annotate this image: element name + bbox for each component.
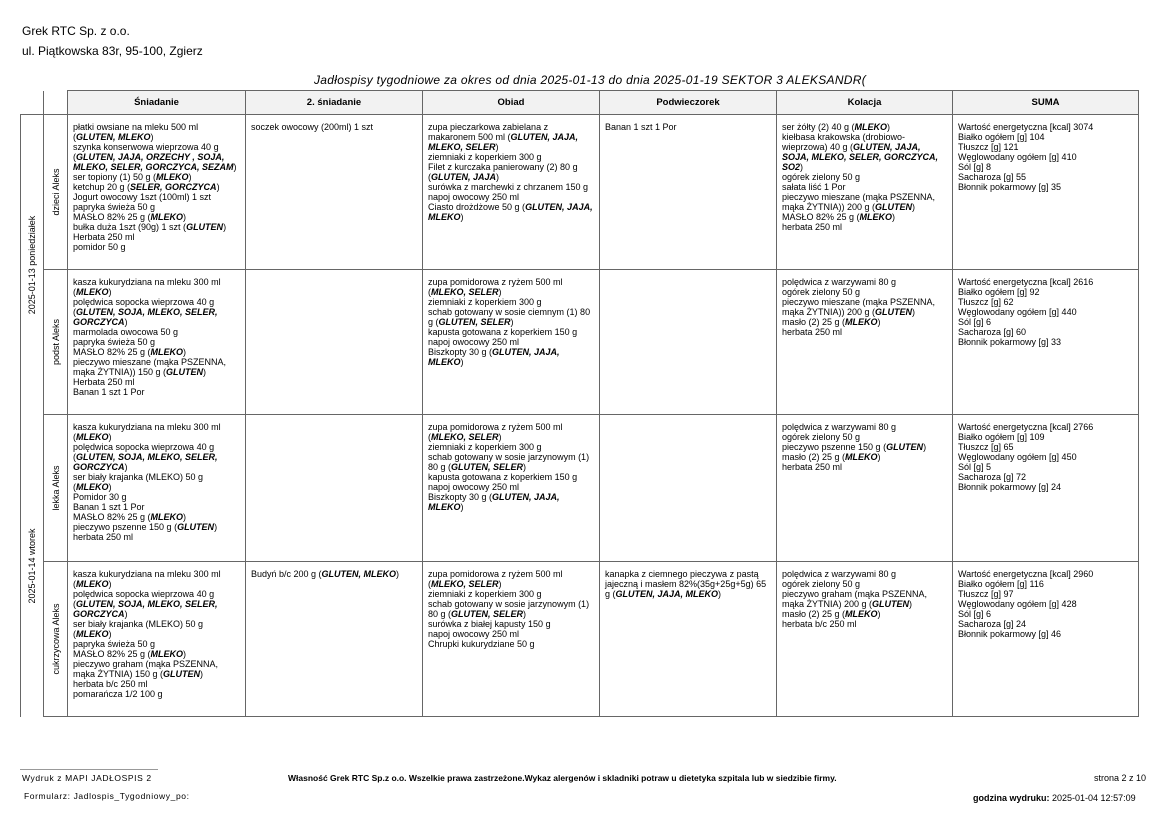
- nutrition-line: Białko ogółem [g] 92: [958, 287, 1040, 297]
- allergen-list: GLUTEN, SOJA, MLEKO, SELER, GORCZYCA: [73, 599, 218, 619]
- nutrition-line: Węglowodany ogółem [g] 410: [958, 152, 1077, 162]
- cell-kolacja: [777, 115, 953, 270]
- table-row: [21, 562, 1139, 717]
- cell-sniadanie: [68, 270, 246, 415]
- nutrition-line: Tłuszcz [g] 121: [958, 142, 1019, 152]
- menu-item: MASŁO 82% 25 g (MLEKO): [73, 347, 187, 357]
- allergen-list: MLEKO: [156, 172, 189, 182]
- allergen-list: GLUTEN, JAJA, ORZECHY , SOJA, MLEKO, SELER, GORCZYCA, SEZAM: [73, 152, 234, 172]
- nutrition-line: Tłuszcz [g] 97: [958, 589, 1014, 599]
- menu-item: ogórek zielony 50 g: [782, 287, 861, 297]
- cell-kolacja: [777, 415, 953, 562]
- diet-label: lekka Aleks: [50, 465, 61, 511]
- menu-item: szynka konserwowa wieprzowa 40 g: [73, 142, 219, 152]
- cell-obiad: [423, 115, 600, 270]
- cell-2-sniadanie: [246, 270, 423, 415]
- menu-item: ogórek zielony 50 g: [782, 579, 861, 589]
- table-row: [21, 415, 1139, 562]
- header-row: [21, 91, 1139, 115]
- nutrition-line: Sól [g] 6: [958, 317, 992, 327]
- menu-item: (GLUTEN, SOJA, MLEKO, SELER, GORCZYCA): [73, 452, 218, 472]
- allergen-list: GLUTEN, MLEKO: [76, 132, 151, 142]
- nutrition-line: Tłuszcz [g] 65: [958, 442, 1014, 452]
- menu-item: napoj owocowy 250 ml: [428, 337, 520, 347]
- date-label: 2025-01-13 poniedziałek: [27, 215, 37, 315]
- nutrition-line: Sacharoza [g] 55: [958, 172, 1027, 182]
- allergen-list: GLUTEN, JAJA, MLEKO: [615, 589, 719, 599]
- column-header-obiad: Obiad: [423, 91, 600, 115]
- footer-formularz: Formularz: Jadlospis_Tygodniowy_po:: [24, 791, 190, 801]
- allergen-list: MLEKO: [76, 287, 109, 297]
- cell-sniadanie: [68, 415, 246, 562]
- menu-item: napoj owocowy 250 ml: [428, 192, 520, 202]
- allergen-list: MLEKO: [76, 482, 109, 492]
- allergen-list: GLUTEN, SELER: [451, 462, 524, 472]
- menu-item: (MLEKO): [73, 287, 112, 297]
- menu-item: pieczywo graham (mąka PSZENNA, mąka ŻYTNIA) 150 g (GLUTEN): [73, 659, 219, 679]
- menu-item: kasza kukurydziana na mleku 300 ml: [73, 277, 221, 287]
- allergen-list: GLUTEN: [186, 222, 224, 232]
- column-header-2-sniadanie: 2. śniadanie: [246, 91, 423, 115]
- menu-item: masło (2) 25 g (MLEKO): [782, 452, 881, 462]
- menu-item: schab gotowany w sosie ciemnym (1) 80 g (GLUTEN, SELER): [428, 307, 591, 327]
- date-cell: [21, 115, 44, 415]
- menu-item: ziemniaki z koperkiem 300 g: [428, 589, 542, 599]
- allergen-list: MLEKO: [76, 629, 109, 639]
- diet-cell: [44, 115, 68, 270]
- diet-cell: [44, 415, 68, 562]
- menu-item: (MLEKO, SELER): [428, 432, 502, 442]
- allergen-list: SELER, GORCZYCA: [130, 182, 217, 192]
- diet-label: cukrzycowa Aleks: [50, 603, 61, 675]
- cell-suma: [953, 270, 1139, 415]
- menu-item: Herbata 250 ml: [73, 377, 135, 387]
- menu-item: papryka świeża 50 g: [73, 202, 156, 212]
- cell-podwieczorek: [600, 270, 777, 415]
- menu-item: (GLUTEN, JAJA, ORZECHY , SOJA, MLEKO, SELER, GORCZYCA, SEZAM): [73, 152, 237, 172]
- menu-item: soczek owocowy (200ml) 1 szt: [251, 122, 374, 132]
- allergen-list: GLUTEN, MLEKO: [321, 569, 397, 579]
- allergen-list: MLEKO: [845, 609, 878, 619]
- menu-item: pieczywo graham (mąka PSZENNA, mąka ŻYTNIA) 200 g (GLUTEN): [782, 589, 928, 609]
- menu-item: surówka z marchewki z chrzanem 150 g: [428, 182, 589, 192]
- menu-item: MASŁO 82% 25 g (MLEKO): [73, 649, 187, 659]
- allergen-list: GLUTEN: [875, 307, 913, 317]
- menu-item: (GLUTEN, MLEKO): [73, 132, 154, 142]
- menu-item: (GLUTEN, SOJA, MLEKO, SELER, GORCZYCA): [73, 307, 218, 327]
- cell-suma: [953, 115, 1139, 270]
- menu-item: (MLEKO, SELER): [428, 287, 502, 297]
- menu-item: (MLEKO): [73, 579, 112, 589]
- allergen-list: GLUTEN, SOJA, MLEKO, SELER, GORCZYCA: [73, 452, 218, 472]
- menu-item: papryka świeża 50 g: [73, 639, 156, 649]
- allergen-list: GLUTEN, JAJA, MLEKO: [428, 202, 593, 222]
- column-header-kolacja: Kolacja: [777, 91, 953, 115]
- allergen-list: GLUTEN, JAJA, MLEKO: [428, 492, 560, 512]
- menu-item: kapusta gotowana z koperkiem 150 g: [428, 472, 578, 482]
- nutrition-line: Węglowodany ogółem [g] 440: [958, 307, 1077, 317]
- menu-item: Filet z kurczaka panierowany (2) 80 g (GLUTEN, JAJA): [428, 162, 578, 182]
- menu-item: herbata 250 ml: [782, 462, 843, 472]
- cell-podwieczorek: [600, 115, 777, 270]
- allergen-list: MLEKO, SELER: [431, 579, 499, 589]
- menu-item: ser biały krajanka (MLEKO) 50 g: [73, 619, 204, 629]
- menu-item: pieczywo pszenne 150 g (GLUTEN): [782, 442, 927, 452]
- menu-item: pieczywo mieszane (mąka PSZENNA, mąka ŻYTNIA)) 200 g (GLUTEN): [782, 192, 936, 212]
- nutrition-line: Sacharoza [g] 72: [958, 472, 1027, 482]
- allergen-list: GLUTEN, JAJA, MLEKO, SELER: [428, 132, 579, 152]
- nutrition-line: Wartość energetyczna [kcal] 2766: [958, 422, 1094, 432]
- cell-suma: [953, 415, 1139, 562]
- cell-obiad: [423, 415, 600, 562]
- menu-item: Chrupki kukurydziane 50 g: [428, 639, 535, 649]
- menu-item: masło (2) 25 g (MLEKO): [782, 317, 881, 327]
- allergen-list: GLUTEN: [886, 442, 924, 452]
- menu-item: MASŁO 82% 25 g (MLEKO): [73, 212, 187, 222]
- menu-item: (MLEKO): [73, 629, 112, 639]
- menu-item: Herbata 250 ml: [73, 232, 135, 242]
- allergen-list: GLUTEN: [163, 669, 201, 679]
- nutrition-line: Sól [g] 5: [958, 462, 992, 472]
- print-time-label: godzina wydruku:: [973, 793, 1050, 803]
- menu-item: ser topiony (1) 50 g (MLEKO): [73, 172, 192, 182]
- menu-item: kanapka z ciemnego pieczywa z pastą jajeczną i masłem 82%(35g+25g+5g) 65 g (GLUTEN, JAJA, MLEKO): [605, 569, 767, 599]
- allergen-list: MLEKO: [845, 317, 878, 327]
- footer-rule: [20, 769, 158, 770]
- menu-item: polędwica z warzywami 80 g: [782, 277, 897, 287]
- print-time: [973, 793, 1136, 803]
- menu-item: surówka z białej kapusty 150 g: [428, 619, 551, 629]
- nutrition-line: Białko ogółem [g] 116: [958, 579, 1044, 589]
- nutrition-line: Sól [g] 6: [958, 609, 992, 619]
- menu-item: (GLUTEN, SOJA, MLEKO, SELER, GORCZYCA): [73, 599, 218, 619]
- cell-kolacja: [777, 270, 953, 415]
- footer-ownership: Własność Grek RTC Sp.z o.o. Wszelkie prawa zastrzeżone.Wykaz alergenów i skladniki potraw u dietetyka szpitala lub w siedzibie firmy.: [288, 773, 837, 783]
- table-row: [21, 115, 1139, 270]
- menu-item: pieczywo pszenne 150 g (GLUTEN): [73, 522, 218, 532]
- allergen-list: GLUTEN: [875, 202, 913, 212]
- menu-item: papryka świeża 50 g: [73, 337, 156, 347]
- allergen-list: GLUTEN: [166, 367, 204, 377]
- allergen-list: MLEKO, SELER: [431, 432, 499, 442]
- company-name: Grek RTC Sp. z o.o.: [22, 24, 130, 38]
- menu-item: kiełbasa krakowska (drobiowo-wieprzowa) 40 g (GLUTEN, JAJA, SOJA, MLEKO, SELER, GORCZYCA, SO2): [782, 132, 939, 172]
- menu-item: schab gotowany w sosie jarzynowym (1) 80 g (GLUTEN, SELER): [428, 452, 590, 472]
- nutrition-line: Sól [g] 8: [958, 162, 992, 172]
- menu-item: kasza kukurydziana na mleku 300 ml: [73, 569, 221, 579]
- cell-2-sniadanie: [246, 115, 423, 270]
- menu-item: herbata b/c 250 ml: [782, 619, 857, 629]
- menu-item: Banan 1 szt 1 Por: [73, 502, 145, 512]
- diet-cell: [44, 562, 68, 717]
- cell-suma: [953, 562, 1139, 717]
- menu-item: (MLEKO): [73, 432, 112, 442]
- cell-2-sniadanie: [246, 415, 423, 562]
- nutrition-line: Węglowodany ogółem [g] 428: [958, 599, 1077, 609]
- allergen-list: GLUTEN: [177, 522, 215, 532]
- nutrition-line: Błonnik pokarmowy [g] 24: [958, 482, 1062, 492]
- allergen-list: GLUTEN, JAJA, MLEKO: [428, 347, 560, 367]
- cell-sniadanie: [68, 115, 246, 270]
- menu-item: herbata 250 ml: [782, 222, 843, 232]
- menu-item: napoj owocowy 250 ml: [428, 482, 520, 492]
- cell-2-sniadanie: [246, 562, 423, 717]
- cell-kolacja: [777, 562, 953, 717]
- menu-item: zupa pomidorowa z ryżem 500 ml: [428, 277, 563, 287]
- menu-item: kasza kukurydziana na mleku 300 ml: [73, 422, 221, 432]
- company-address: ul. Piątkowska 83r, 95-100, Zgierz: [22, 44, 203, 58]
- print-time-value: 2025-01-04 12:57:09: [1052, 793, 1136, 803]
- menu-item: ser biały krajanka (MLEKO) 50 g: [73, 472, 204, 482]
- column-header-sniadanie: Śniadanie: [68, 91, 246, 115]
- menu-item: Biszkopty 30 g (GLUTEN, JAJA, MLEKO): [428, 492, 560, 512]
- menu-item: (MLEKO, SELER): [428, 579, 502, 589]
- menu-item: polędwica z warzywami 80 g: [782, 422, 897, 432]
- allergen-list: GLUTEN, SOJA, MLEKO, SELER, GORCZYCA: [73, 307, 218, 327]
- menu-item: polędwica sopocka wieprzowa 40 g: [73, 297, 215, 307]
- allergen-list: MLEKO: [859, 212, 893, 222]
- nutrition-line: Białko ogółem [g] 104: [958, 132, 1045, 142]
- allergen-list: MLEKO: [845, 452, 878, 462]
- menu-item: bułka duża 1szt (90g) 1 szt (GLUTEN): [73, 222, 227, 232]
- menu-item: ziemniaki z koperkiem 300 g: [428, 442, 542, 452]
- menu-item: ser żółty (2) 40 g (MLEKO): [782, 122, 891, 132]
- page-number: strona 2 z 10: [1094, 773, 1147, 783]
- diet-label: podst Aleks: [50, 318, 61, 366]
- menu-item: zupa pomidorowa z ryżem 500 ml: [428, 422, 563, 432]
- menu-item: MASŁO 82% 25 g (MLEKO): [73, 512, 187, 522]
- menu-item: polędwica sopocka wieprzowa 40 g: [73, 442, 215, 452]
- menu-item: pomidor 50 g: [73, 242, 126, 252]
- nutrition-line: Białko ogółem [g] 109: [958, 432, 1045, 442]
- allergen-list: GLUTEN: [872, 599, 910, 609]
- cell-obiad: [423, 270, 600, 415]
- menu-item: pomarańcza 1/2 100 g: [73, 689, 163, 699]
- menu-item: marmolada owocowa 50 g: [73, 327, 179, 337]
- nutrition-line: Błonnik pokarmowy [g] 35: [958, 182, 1062, 192]
- column-header-suma: SUMA: [953, 91, 1139, 115]
- nutrition-line: Sacharoza [g] 24: [958, 619, 1027, 629]
- menu-item: polędwica sopocka wieprzowa 40 g: [73, 589, 215, 599]
- menu-item: zupa pieczarkowa zabielana z makaronem 500 ml (GLUTEN, JAJA, MLEKO, SELER): [428, 122, 579, 152]
- allergen-list: MLEKO: [76, 432, 109, 442]
- menu-item: Budyń b/c 200 g (GLUTEN, MLEKO): [251, 569, 400, 579]
- table-row: [21, 270, 1139, 415]
- cell-podwieczorek: [600, 415, 777, 562]
- cell-obiad: [423, 562, 600, 717]
- menu-item: Ciasto drożdżowe 50 g (GLUTEN, JAJA, MLEKO): [428, 202, 593, 222]
- menu-item: zupa pomidorowa z ryżem 500 ml: [428, 569, 563, 579]
- date-label: 2025-01-14 wtorek: [27, 527, 37, 604]
- menu-item: napoj owocowy 250 ml: [428, 629, 520, 639]
- allergen-list: MLEKO: [150, 649, 184, 659]
- allergen-list: MLEKO: [854, 122, 888, 132]
- allergen-list: MLEKO, SELER: [431, 287, 499, 297]
- menu-item: kapusta gotowana z koperkiem 150 g: [428, 327, 578, 337]
- menu-item: (MLEKO): [73, 482, 112, 492]
- allergen-list: GLUTEN, SELER: [438, 317, 511, 327]
- menu-item: Banan 1 szt 1 Por: [73, 387, 145, 397]
- menu-item: MASŁO 82% 25 g (MLEKO): [782, 212, 896, 222]
- allergen-list: GLUTEN, SELER: [451, 609, 524, 619]
- menu-item: schab gotowany w sosie jarzynowym (1) 80 g (GLUTEN, SELER): [428, 599, 590, 619]
- menu-item: Jogurt owocowy 1szt (100ml) 1 szt: [73, 192, 212, 202]
- menu-item: sałata liść 1 Por: [782, 182, 846, 192]
- menu-item: ketchup 20 g (SELER, GORCZYCA): [73, 182, 220, 192]
- nutrition-line: Węglowodany ogółem [g] 450: [958, 452, 1077, 462]
- menu-item: ogórek zielony 50 g: [782, 432, 861, 442]
- column-header-podwieczorek: Podwieczorek: [600, 91, 777, 115]
- allergen-list: GLUTEN, JAJA: [431, 172, 497, 182]
- menu-item: płatki owsiane na mleku 500 ml: [73, 122, 199, 132]
- menu-item: masło (2) 25 g (MLEKO): [782, 609, 881, 619]
- menu-item: ogórek zielony 50 g: [782, 172, 861, 182]
- nutrition-line: Wartość energetyczna [kcal] 2960: [958, 569, 1094, 579]
- allergen-list: MLEKO: [76, 579, 109, 589]
- nutrition-line: Sacharoza [g] 60: [958, 327, 1027, 337]
- nutrition-line: Błonnik pokarmowy [g] 46: [958, 629, 1062, 639]
- diet-cell: [44, 270, 68, 415]
- header-blank: [21, 91, 44, 115]
- page-title: Jadłospisy tygodniowe za okres od dnia 2025-01-13 do dnia 2025-01-19 SEKTOR 3 ALEKSANDR(: [314, 73, 867, 87]
- menu-body: [21, 115, 1139, 717]
- menu-item: ziemniaki z koperkiem 300 g: [428, 297, 542, 307]
- menu-item: ziemniaki z koperkiem 300 g: [428, 152, 542, 162]
- allergen-list: MLEKO: [150, 512, 184, 522]
- nutrition-line: Błonnik pokarmowy [g] 33: [958, 337, 1062, 347]
- date-cell: [21, 415, 44, 717]
- nutrition-line: Wartość energetyczna [kcal] 2616: [958, 277, 1094, 287]
- cell-podwieczorek: [600, 562, 777, 717]
- menu-item: Banan 1 szt 1 Por: [605, 122, 677, 132]
- cell-sniadanie: [68, 562, 246, 717]
- diet-label: dzieci Aleks: [50, 168, 61, 216]
- menu-item: Pomidor 30 g: [73, 492, 127, 502]
- header-blank: [44, 91, 68, 115]
- nutrition-line: Tłuszcz [g] 62: [958, 297, 1014, 307]
- menu-item: herbata 250 ml: [73, 532, 134, 542]
- menu-item: Biszkopty 30 g (GLUTEN, JAJA, MLEKO): [428, 347, 560, 367]
- allergen-list: MLEKO: [150, 347, 184, 357]
- menu-item: herbata b/c 250 ml: [73, 679, 148, 689]
- allergen-list: GLUTEN, JAJA, SOJA, MLEKO, SELER, GORCZYCA, SO2: [782, 142, 939, 172]
- menu-item: polędwica z warzywami 80 g: [782, 569, 897, 579]
- nutrition-line: Wartość energetyczna [kcal] 3074: [958, 122, 1094, 132]
- menu-item: pieczywo mieszane (mąka PSZENNA, mąka ŻYTNIA)) 150 g (GLUTEN): [73, 357, 227, 377]
- allergen-list: MLEKO: [150, 212, 184, 222]
- menu-item: pieczywo mieszane (mąka PSZENNA, mąka ŻYTNIA)) 200 g (GLUTEN): [782, 297, 936, 317]
- menu-item: herbata 250 ml: [782, 327, 843, 337]
- footer-wydruk: Wydruk z MAPI JADŁOSPIS 2: [22, 773, 152, 783]
- menu-table: [20, 90, 1139, 717]
